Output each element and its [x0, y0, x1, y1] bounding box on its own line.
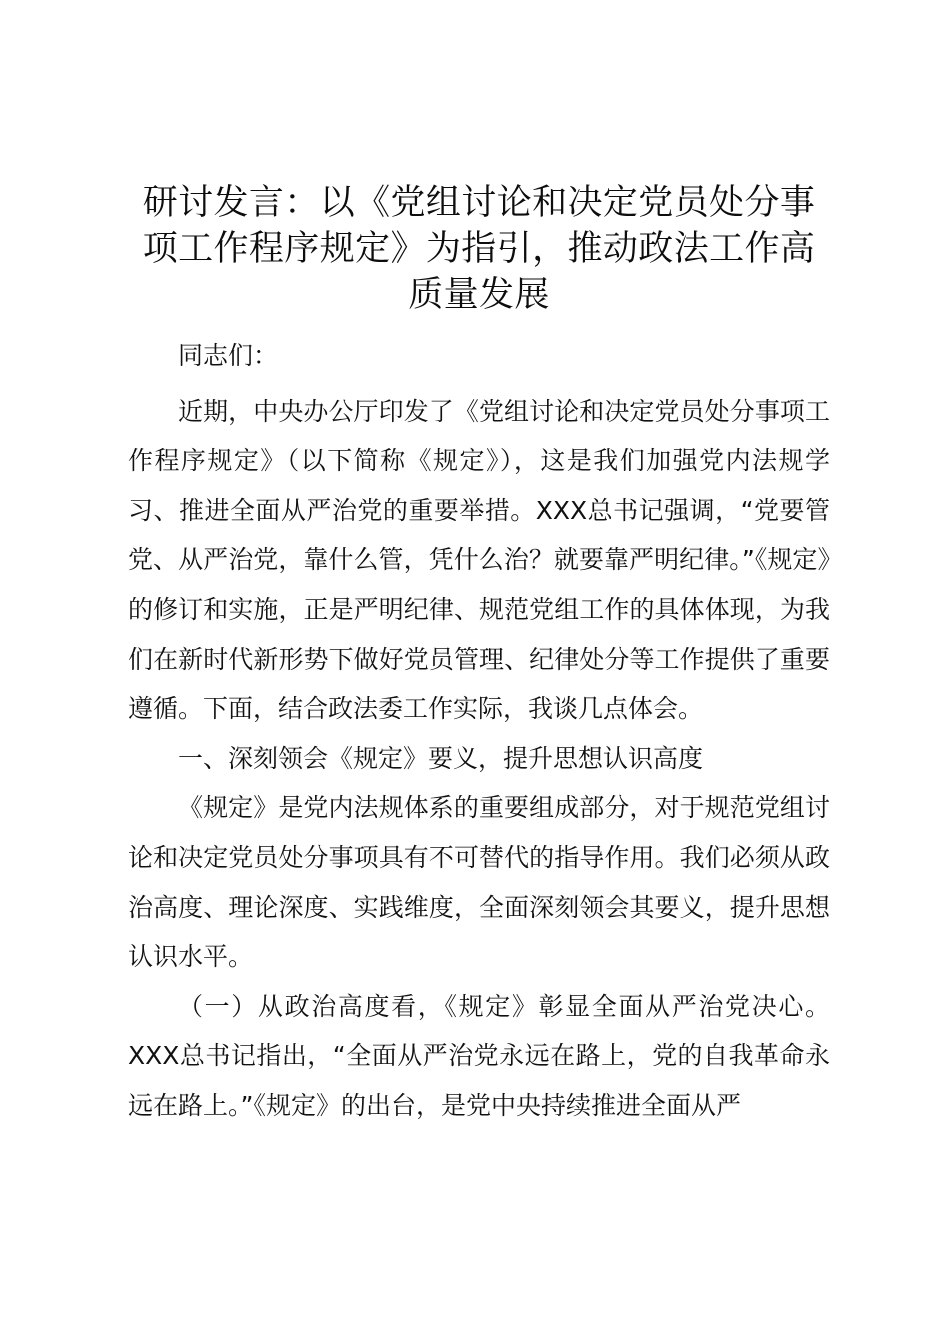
section-heading-1: 一、深刻领会《规定》要义，提升思想认识高度: [178, 743, 704, 773]
document-body: [128, 180, 830, 1131]
paragraph-section-1: 《规定》是党内法规体系的重要组成部分，对于规范党组讨论和决定党员处分事项具有不可替代的指导作用。我们必须从政治高度、理论深度、实践维度，全面深刻领会其要义，提升思想认识水平。: [128, 793, 830, 972]
paragraph-intro: 近期，中央办公厅印发了《党组讨论和决定党员处分事项工作程序规定》（以下简称《规定》），这是我们加强党内法规学习、推进全面从严治党的重要举措。XXX总书记强调，“党要管党、从严治党，靠什么管，凭什么治？就要靠严明纪律。”《规定》的修订和实施，正是严明纪律、规范党组工作的具体体现，为我们在新时代新形势下做好党员管理、纪律处分等工作提供了重要遵循。下面，结合政法委工作实际，我谈几点体会。: [128, 396, 830, 724]
paragraph-subsection-1: （一）从政治高度看，《规定》彰显全面从严治党决心。XXX总书记指出，“全面从严治党永远在路上，党的自我革命永远在路上。”《规定》的出台，是党中央持续推进全面从严: [128, 991, 830, 1120]
document-title: 研讨发言：以《党组讨论和决定党员处分事项工作程序规定》为指引，推动政法工作高质量发展: [142, 183, 816, 315]
salutation: 同志们：: [178, 341, 279, 370]
